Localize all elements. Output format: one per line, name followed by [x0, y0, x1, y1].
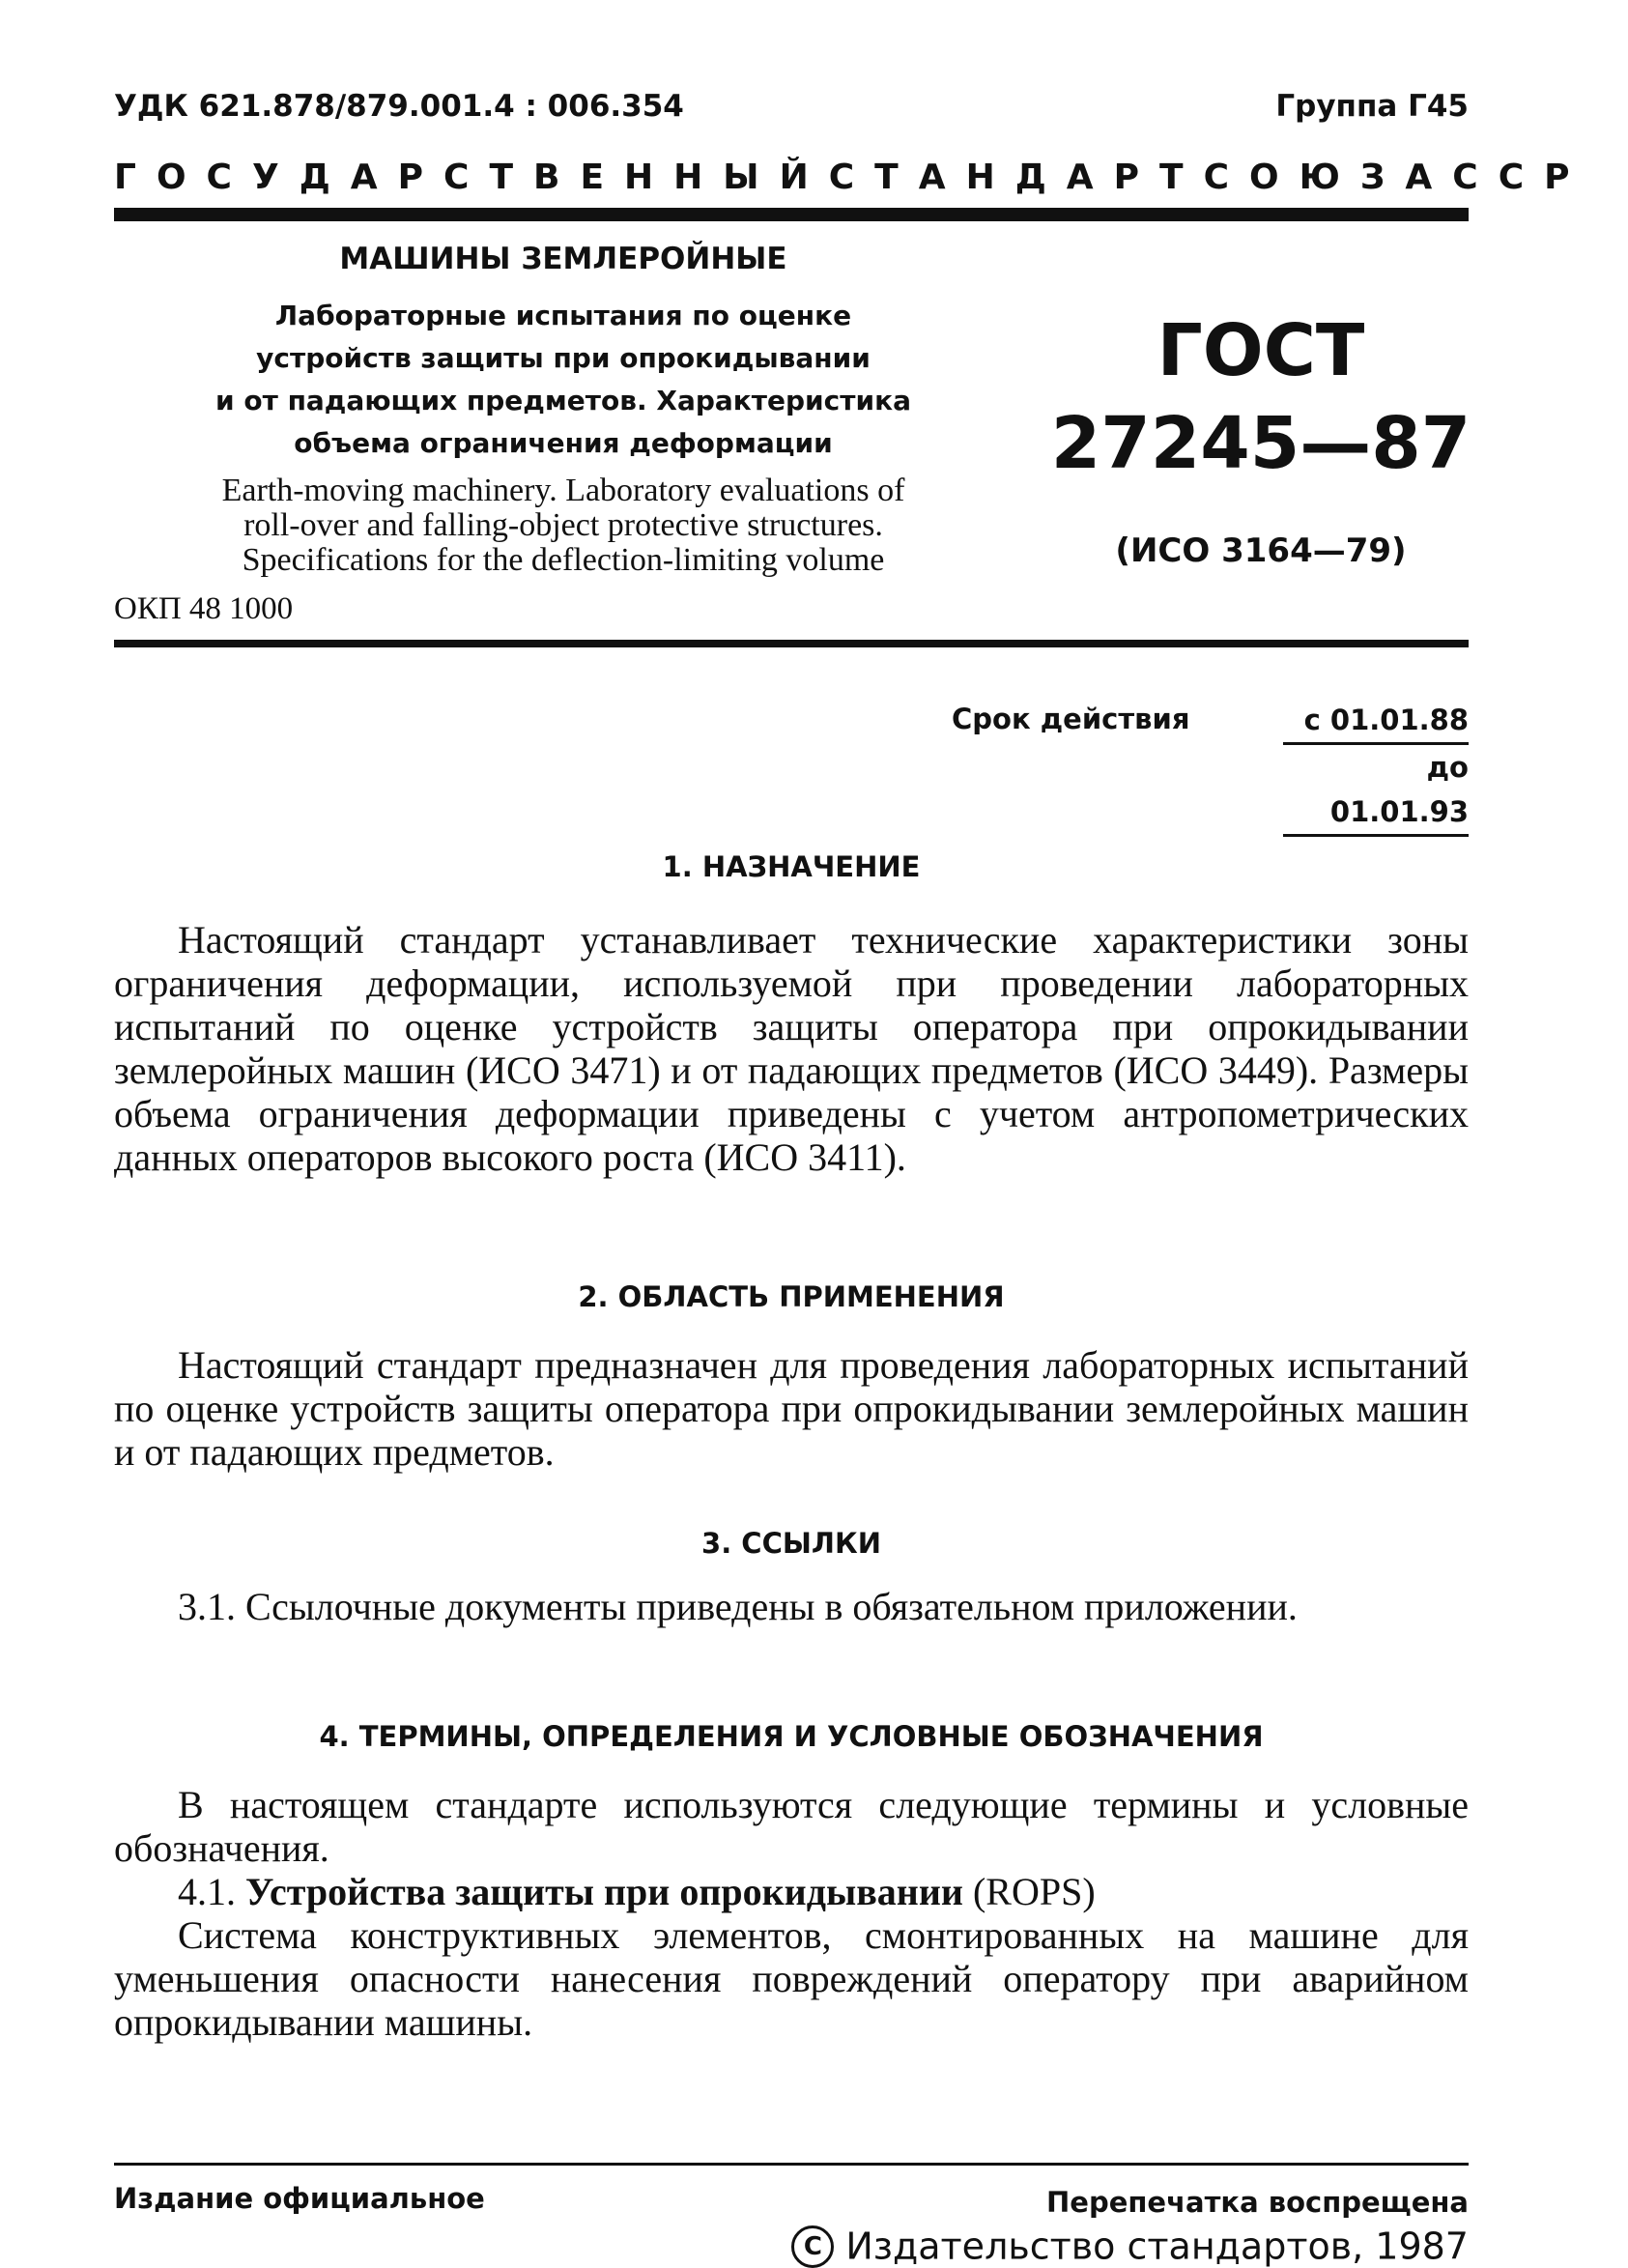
gov-word-3: СОЮЗА: [1203, 158, 1453, 197]
subtitle-line: устройств защиты при опрокидывании: [256, 342, 871, 374]
section-2-heading: 2. ОБЛАСТЬ ПРИМЕНЕНИЯ: [578, 1280, 1005, 1313]
validity-from: с 01.01.88: [1303, 703, 1469, 736]
section-3-paragraph: 3.1. Ссылочные документы приведены в обязательном приложении.: [178, 1585, 1298, 1628]
gost-designation: [1048, 304, 1473, 490]
gov-word-1: ГОСУДАРСТВЕННЫЙ: [114, 158, 829, 197]
header-rule: [114, 208, 1469, 221]
validity-label: Срок действия: [952, 703, 1190, 735]
section-1-paragraph: Настоящий стандарт устанавливает технические характеристики зоны ограничения деформации, используемой при проведении лабораторных испытаний по оценке устройств защиты оператора при опрокидывании землеройных машин (ИСО 3471) и от падающих предметов (ИСО 3449). Размеры объема ограничения деформации приведены с учетом антропометрических данных операторов высокого роста (ИСО 3411).: [114, 918, 1469, 1179]
iso-reference: (ИСО 3164—79): [1115, 531, 1407, 570]
section-3-text: [114, 1585, 1469, 1628]
subtitle-line: объема ограничения деформации: [294, 427, 833, 459]
english-title-line: Specifications for the deflection-limiting volume: [242, 542, 885, 578]
group-code: Группа Г45: [1275, 89, 1469, 124]
state-standard-heading: [114, 158, 1590, 197]
section-4-intro-paragraph: В настоящем стандарте используются следующие термины и условные обозначения.: [114, 1783, 1469, 1870]
term-4-1-title: Устройства защиты при опрокидывании: [245, 1870, 963, 1913]
official-edition: Издание официальное: [114, 2182, 485, 2215]
term-4-1-number: 4.1.: [178, 1870, 236, 1913]
validity-dates: [1283, 698, 1469, 837]
gost-label: ГОСТ: [1157, 309, 1365, 392]
term-4-1-text: Система конструктивных элементов, смонтированных на машине для уменьшения опасности нанесения повреждений оператору при аварийном опрокидывании машины.: [114, 1913, 1469, 2044]
title-subtitle: [114, 295, 1013, 465]
copyright-icon: C: [791, 2225, 834, 2268]
subtitle-line: Лабораторные испытания по оценке: [274, 300, 852, 331]
term-4-1-definition: [114, 1913, 1469, 2044]
footer-rule: [114, 2163, 1469, 2166]
subtitle-line: и от падающих предметов. Характеристика: [214, 385, 911, 416]
gost-number: 27245—87: [1050, 402, 1471, 485]
section-4-heading: 4. ТЕРМИНЫ, ОПРЕДЕЛЕНИЯ И УСЛОВНЫЕ ОБОЗНАЧЕНИЯ: [319, 1720, 1264, 1753]
title-main: МАШИНЫ ЗЕМЛЕРОЙНЫЕ: [339, 242, 787, 276]
english-title-line: roll-over and falling-object protective structures.: [243, 507, 883, 543]
gov-word-2: СТАНДАРТ: [828, 158, 1204, 197]
english-title: [114, 474, 1013, 578]
section-4-intro: [114, 1783, 1469, 1870]
validity-to: до 01.01.93: [1283, 742, 1469, 837]
section-2-paragraph: Настоящий стандарт предназначен для проведения лабораторных испытаний по оценке устройств защиты оператора при опрокидывании землеройных машин и от падающих предметов.: [114, 1343, 1469, 1474]
section-1-text: [114, 918, 1469, 1179]
copyright-line: [791, 2223, 1469, 2268]
udk-code: УДК 621.878/879.001.4 : 006.354: [114, 89, 684, 124]
reprint-notice: Перепечатка воспрещена: [1046, 2186, 1469, 2219]
term-4-1-heading: [114, 1870, 1469, 1913]
title-rule: [114, 640, 1469, 647]
section-1-heading: 1. НАЗНАЧЕНИЕ: [662, 850, 921, 883]
english-title-line: Earth-moving machinery. Laboratory evaluations of: [221, 473, 905, 508]
okp-code: ОКП 48 1000: [114, 591, 294, 626]
section-2-text: [114, 1343, 1469, 1474]
publisher-name: Издательство стандартов, 1987: [845, 2225, 1469, 2268]
gov-word-4: ССР: [1452, 158, 1590, 197]
section-3-heading: 3. ССЫЛКИ: [701, 1527, 881, 1560]
term-4-1-abbr: (ROPS): [972, 1870, 1096, 1913]
